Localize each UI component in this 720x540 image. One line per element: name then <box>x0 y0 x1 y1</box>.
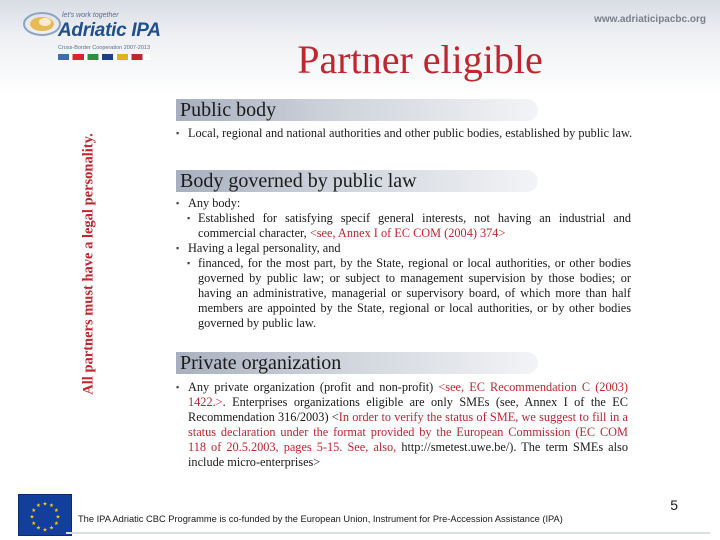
svg-text:★: ★ <box>31 520 37 527</box>
section-heading-public-body <box>176 99 538 121</box>
list-item: ▪ financed, for the most part, by the State, regional or local authorities, or other bodies governed by public law; or subject to management supervision by those bodies; or having an administrative, managerial or supervisory board, of which more than half members are appointed by the State, regional or local authorities, or by other bodies governed by public law. <box>176 256 631 331</box>
svg-text:★: ★ <box>29 514 35 521</box>
svg-text:★: ★ <box>53 520 59 527</box>
section-heading-label: Public body <box>180 99 277 121</box>
list-item: ▪ Any body: <box>176 196 631 211</box>
svg-text:★: ★ <box>49 525 54 532</box>
page-number: 5 <box>670 497 678 513</box>
section-heading-private-org <box>176 352 538 374</box>
list-item: ▪ Any private organization (profit and non-profit) <see, EC Recommendation C (2003) 1422.>. Enterprises organizations eligible are only SMEs (see, Annex I of the EC Recommendation 316/2003) <In order to verify the status of SME, we suggest to fill in a status declaration under the format provided by the European Commission (EC COM 118 of 20.5.2003, pages 5-15. See, also, http://smetest.uwe.be/). The term SMEs also include micro-enterprises> <box>176 380 628 470</box>
private-org-text <box>176 380 628 470</box>
list-item: ▪ Established for satisfying specif general interests, not having an industrial and commercial character, <see, Annex I of EC COM (2004) 374> <box>176 211 631 241</box>
section-heading-label: Private organization <box>180 352 342 374</box>
svg-text:★: ★ <box>31 507 37 514</box>
list-item: ▪ Local, regional and national authorities and other public bodies, established by public law. <box>176 126 634 141</box>
svg-text:★: ★ <box>42 527 48 534</box>
logo-tagline: let's work together <box>62 12 119 19</box>
svg-text:★: ★ <box>55 514 61 521</box>
slide-title: Partner eligible <box>297 37 543 82</box>
section-heading-label: Body governed by public law <box>180 170 417 192</box>
website-url[interactable]: www.adriaticipacbc.org <box>594 14 706 25</box>
body-public-law-text <box>176 196 631 331</box>
logo-subtitle: Cross-Border Cooperation 2007-2013 <box>58 45 151 51</box>
footer-divider <box>66 532 710 534</box>
section-heading-body-public-law <box>176 170 538 192</box>
svg-text:★: ★ <box>36 503 41 510</box>
side-note-text: All partners must have a legal personality. <box>80 133 97 395</box>
footer-note: The IPA Adriatic CBC Programme is co-funded by the European Union, Instrument for Pre-Accession Assistance (IPA) <box>78 514 563 524</box>
logo-title: Adriatic IPA <box>58 20 161 41</box>
svg-text:★: ★ <box>53 507 59 514</box>
svg-text:★: ★ <box>49 503 54 510</box>
program-logo <box>22 6 172 66</box>
public-body-text <box>176 126 634 141</box>
logo-swirl-icon <box>22 8 62 38</box>
list-item: ▪ Having a legal personality, and <box>176 241 631 256</box>
svg-text:★: ★ <box>36 525 41 532</box>
svg-text:★: ★ <box>42 501 48 508</box>
country-flags-strip <box>58 54 150 60</box>
eu-flag-icon <box>18 494 72 536</box>
